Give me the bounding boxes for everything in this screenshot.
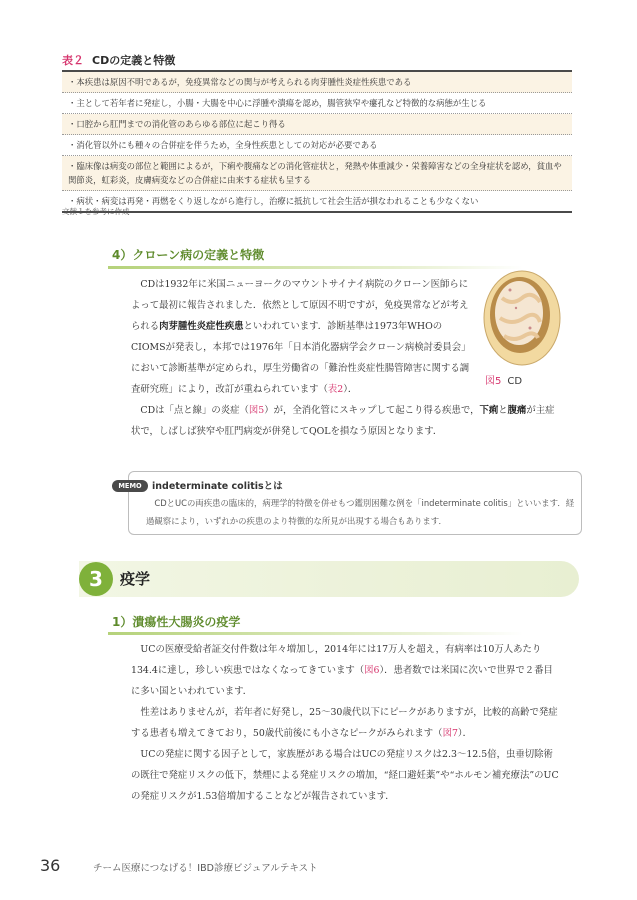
figure-number: 図5: [485, 376, 502, 387]
figure-label: CD: [507, 376, 523, 387]
body-paragraph: UCの医療受給者証交付件数は年々増加し，2014年には17万人を超え，有病率は10万人あたり134.4に達し，珍しい疾患ではなくなってきています（図6）．患者数では米国に次いで世界で２番目に多い国といわれています． 性差はありませんが，若年者に好発し，25～30歳代以下にピークがありますが，比較的高齢で発症する患者も増えてきており，50歳代前後にも小さなピークがみられます（図7）． UCの発症に関する因子として，家族歴がある場合はUCの発症リスクは2.3～12.5倍，虫垂切除術の既往で発症リスクの低下，禁煙による発症リスクの増加，“経口避妊薬”や“ホルモン補充療法”のUCの発症リスクが1.53倍増加することなどが報告されています．: [131, 644, 559, 802]
emphasis-term: 腹痛: [507, 405, 527, 416]
emphasis-term: 下痢: [479, 405, 499, 416]
table-row: ・主として若年者に発症し，小腸・大腸を中心に浮腫や潰瘍を認め，腸管狭窄や瘻孔など特徴的な病態が生じる: [62, 93, 572, 114]
section-title: 疫学: [120, 570, 151, 588]
definition-table: [62, 70, 572, 213]
section-heading: 1）潰瘍性大腸炎の疫学: [112, 615, 241, 629]
table-row: ・本疾患は原因不明であるが，免疫異常などの関与が考えられる肉芽腫性炎症性疾患である: [62, 72, 572, 93]
figure-reference-link[interactable]: 図5: [248, 405, 265, 416]
figure-reference-link[interactable]: 図7: [442, 728, 458, 739]
table-caption: [62, 52, 175, 68]
section-number-circle: 3: [79, 562, 113, 596]
body-paragraph: CDは「点と線」の炎症（図5）が，全消化管にスキップして起こり得る疾患で，下痢と腹痛が主症状で，しばしば狭窄や肛門病変が併発してQOLを損なう原因となります．: [131, 405, 555, 437]
section-heading: 4）クローン病の定義と特徴: [112, 248, 265, 262]
memo-badge: MEMO: [112, 480, 148, 492]
table-source-note: 文献１を参考に作成: [62, 207, 130, 216]
section-banner: [79, 561, 579, 597]
table-row: ・病状・病変は再発・再燃をくり返しながら進行し，治療に抵抗して社会生活が損なわれることも少なくない: [68, 196, 479, 206]
table-label: 表２: [62, 54, 84, 67]
table-title: CDの定義と特徴: [92, 54, 176, 67]
body-paragraph: CDは1932年に米国ニューヨークのマウントサイナイ病院のクローン医師らによって最初に報告されました．依然として原因不明ですが，免疫異常などが考えられる肉芽腫性炎症性疾患といわれています．診断基準は1973年WHOのCIOMSが発表し，本邦では1976年「日本消化器病学会クローン病検討委員会」において診断基準が定められ，厚生労働省の「難治性炎症性腸管障害に関する調査研究班」により，改訂が重ねられています（表2）．: [131, 279, 471, 395]
table-row: ・口腔から肛門までの消化管のあらゆる部位に起こり得る: [62, 114, 572, 135]
intestine-cross-section-illustration: [482, 268, 562, 368]
table-row: ・消化管以外にも種々の合併症を伴うため，全身性疾患としての対応が必要である: [62, 135, 572, 156]
heading-underline: [108, 266, 523, 269]
figure-reference-link[interactable]: 図6: [364, 665, 380, 676]
memo-title: indeterminate colitisとは: [152, 481, 283, 492]
emphasis-term: 肉芽腫性炎症性疾患: [159, 321, 244, 332]
table-reference-link[interactable]: 表2: [327, 384, 344, 395]
figure-caption: [485, 372, 522, 387]
running-footer: チーム医療につなげる！IBD診療ビジュアルテキスト: [93, 863, 318, 874]
heading-underline: [108, 632, 523, 635]
memo-body: CDとUCの両疾患の臨床的，病理学的特徴を併せもつ鑑別困難な例を「indeterminate colitis」といいます．経過観察により，いずれかの疾患のより特徴的な所見が出現する場合もあります．: [146, 498, 575, 526]
page-number: 36: [40, 856, 61, 875]
table-row: ・臨床像は病変の部位と範囲によるが，下痢や腹痛などの消化管症状と，発熱や体重減少・栄養障害などの全身症状を認め，貧血や関節炎，虹彩炎，皮膚病変などの合併症に由来する症状も呈する: [62, 156, 572, 191]
